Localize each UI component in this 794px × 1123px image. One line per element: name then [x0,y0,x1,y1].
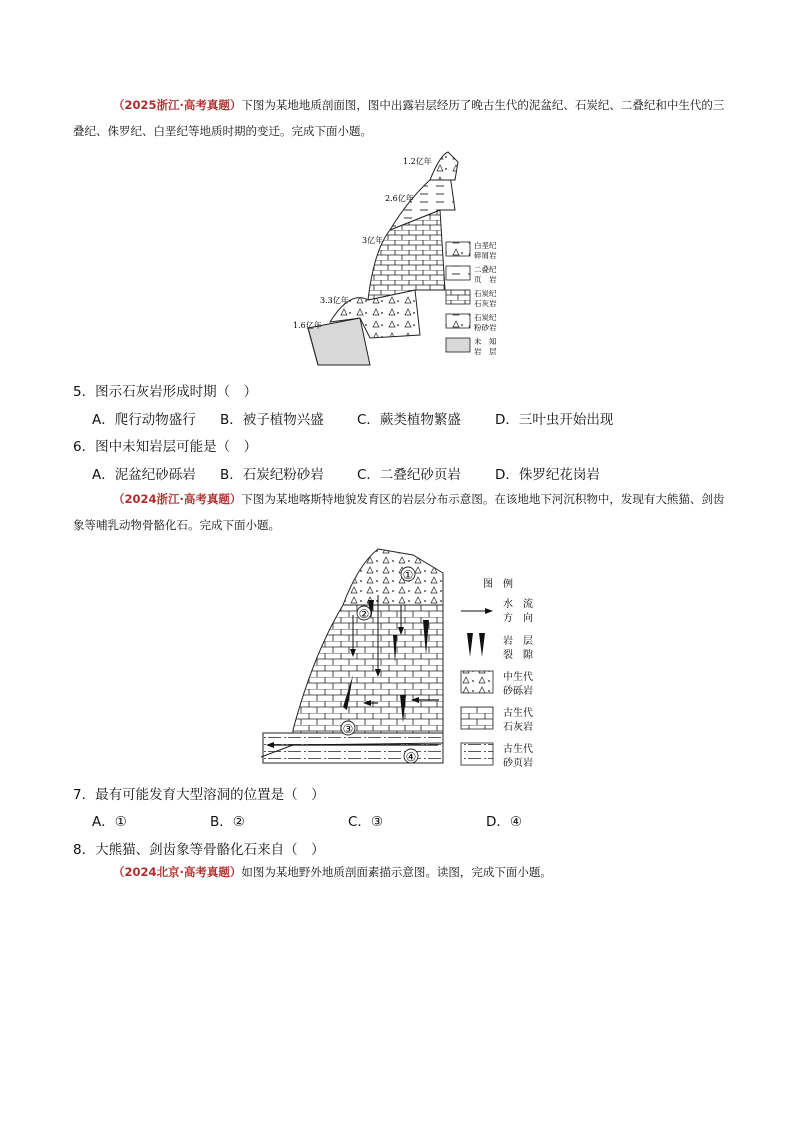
marker-4: ④ [405,750,417,764]
marker-1: ① [402,568,414,582]
legend-line: 古生代 [503,708,533,719]
option[interactable]: B．② [210,814,245,830]
age-label: 2.6亿年 [385,194,414,203]
option[interactable]: B．石炭纪粉砂岩 [220,467,324,483]
option[interactable]: D．④ [486,814,522,830]
legend-line: 页 岩 [474,275,497,284]
option[interactable]: A．① [92,814,127,830]
question-6: 6．图中未知岩层可能是（ ） [73,439,258,455]
intro-2024-beijing [73,859,733,885]
legend-title: 图 例 [483,579,513,590]
legend-line: 裂 隙 [503,650,533,661]
question-5-options [92,408,712,428]
intro-2025 [73,92,733,144]
legend-line: 石炭纪 [474,289,497,298]
intro-text: 如图为某地野外地质剖面素描示意图。读图，完成下面小题。 [241,865,552,879]
question-6-options [92,463,712,483]
legend-line: 二叠纪 [474,265,497,274]
option[interactable]: C．③ [348,814,384,830]
legend-line: 方 向 [503,613,533,624]
age-label: 3.3亿年 [320,296,349,305]
legend-line: 碎屑岩 [474,251,497,260]
legend-line: 砂砾岩 [503,686,533,697]
legend-line: 古生代 [503,744,533,755]
legend-line: 水 流 [503,599,533,610]
option[interactable]: D．三叶虫开始出现 [495,412,614,428]
legend-line: 岩 层 [474,347,497,356]
question-5: 5．图示石灰岩形成时期（ ） [73,384,258,400]
marker-2: ② [358,607,370,621]
legend-line: 岩 层 [503,636,533,647]
option[interactable]: C．二叠纪砂页岩 [357,467,461,483]
legend-line: 粉砂岩 [474,323,497,332]
marker-3: ③ [342,722,354,736]
age-label: 1.2亿年 [403,157,432,166]
option[interactable]: A．泥盆纪砂砾岩 [92,467,196,483]
legend-line: 砂页岩 [503,758,533,769]
legend-line: 石灰岩 [474,299,497,308]
figure2-legend [461,577,534,769]
legend-line: 石灰岩 [503,722,533,733]
option[interactable]: D．侏罗纪花岗岩 [495,467,600,483]
legend-line: 白垩纪 [474,241,497,250]
intro-2024-zhejiang [73,486,733,538]
option[interactable]: C．蕨类植物繁盛 [357,412,461,428]
intro-text: 下图为某地喀斯特地貌发育区的岩层分布示意图。在该地地下河沉积物中，发现有大熊猫、剑齿象等哺乳动物骨骼化石。完成下面小题。 [73,492,725,532]
figure1-legend [446,240,497,356]
age-label: 3亿年 [362,236,384,245]
geologic-section-figure [290,150,520,370]
question-8: 8．大熊猫、剑齿象等骨骼化石来自（ ） [73,842,325,858]
source-label: （2024北京·高考真题） [113,865,242,879]
option[interactable]: A．爬行动物盛行 [92,412,196,428]
option[interactable]: B．被子植物兴盛 [220,412,324,428]
legend-line: 中生代 [503,672,533,683]
legend-line: 石炭纪 [474,313,497,322]
source-label: （2024浙江·高考真题） [113,492,242,506]
question-7: 7．最有可能发育大型溶洞的位置是（ ） [73,787,325,803]
karst-strata-figure [253,545,553,775]
source-label: （2025浙江·高考真题） [113,98,242,112]
intro-text: 下图为某地地质剖面图，图中出露岩层经历了晚古生代的泥盆纪、石炭纪、二叠纪和中生代的三叠纪、侏罗纪、白垩纪等地质时期的变迁。完成下面小题。 [73,98,725,138]
age-label: 1.6亿年 [293,321,322,330]
legend-line: 未 知 [474,337,497,346]
question-7-options [92,810,712,830]
